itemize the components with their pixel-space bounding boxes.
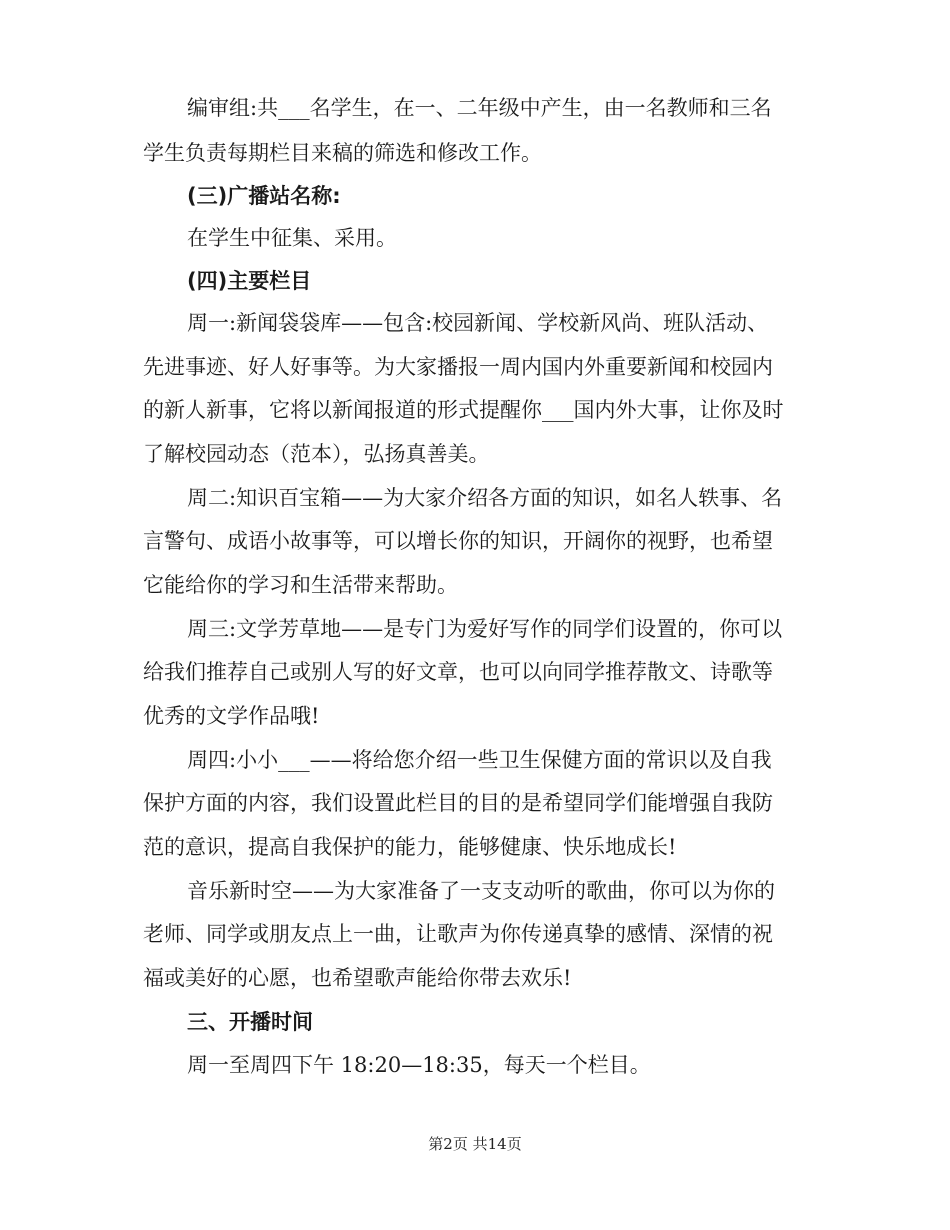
page-number-footer: 第2页 共14页 bbox=[428, 1135, 522, 1153]
paragraph-line: 的新人新事，它将以新闻报道的形式提醒你___国内外大事，让你及时 bbox=[143, 398, 784, 422]
section-heading: 三、开播时间 bbox=[187, 1010, 313, 1034]
paragraph-line: 音乐新时空——为大家准备了一支支动听的歌曲，你可以为你的 bbox=[187, 879, 775, 903]
paragraph-line: 保护方面的内容，我们设置此栏目的目的是希望同学们能增强自我防 bbox=[143, 791, 773, 815]
paragraph-line: 周四:小小___——将给您介绍一些卫生保健方面的常识以及自我 bbox=[187, 748, 772, 772]
paragraph-line: 学生负责每期栏目来稿的筛选和修改工作。 bbox=[143, 141, 542, 165]
section-heading: (四)主要栏目 bbox=[187, 269, 312, 293]
paragraph-line: 优秀的文学作品哦! bbox=[143, 704, 320, 728]
paragraph-line: 在学生中征集、采用。 bbox=[187, 226, 397, 250]
paragraph-line: 它能给你的学习和生活带来帮助。 bbox=[143, 573, 458, 597]
paragraph-line: 言警句、成语小故事等，可以增长你的知识，开阔你的视野，也希望 bbox=[143, 529, 773, 553]
paragraph-line: 福或美好的心愿，也希望歌声能给你带去欢乐! bbox=[143, 966, 572, 990]
paragraph-line: 范的意识，提高自我保护的能力，能够健康、快乐地成长! bbox=[143, 835, 677, 859]
section-heading: (三)广播站名称: bbox=[187, 184, 341, 208]
paragraph-line: 老师、同学或朋友点上一曲，让歌声为你传递真挚的感情、深情的祝 bbox=[143, 922, 773, 946]
paragraph-line: 先进事迹、好人好事等。为大家播报一周内国内外重要新闻和校园内 bbox=[143, 355, 773, 379]
paragraph-line: 周一:新闻袋袋库——包含:校园新闻、学校新风尚、班队活动、 bbox=[187, 311, 769, 335]
paragraph-line: 给我们推荐自己或别人写的好文章，也可以向同学推荐散文、诗歌等 bbox=[143, 660, 773, 684]
paragraph-line: 周三:文学芳草地——是专门为爱好写作的同学们设置的，你可以 bbox=[187, 617, 783, 641]
paragraph-line: 了解校园动态（范本），弘扬真善美。 bbox=[143, 442, 490, 466]
paragraph-line: 编审组:共___名学生，在一、二年级中产生，由一名教师和三名 bbox=[187, 96, 772, 120]
paragraph-line: 周一至周四下午 18:20—18:35，每天一个栏目。 bbox=[187, 1053, 651, 1077]
paragraph-line: 周二:知识百宝箱——为大家介绍各方面的知识，如名人轶事、名 bbox=[187, 486, 783, 510]
